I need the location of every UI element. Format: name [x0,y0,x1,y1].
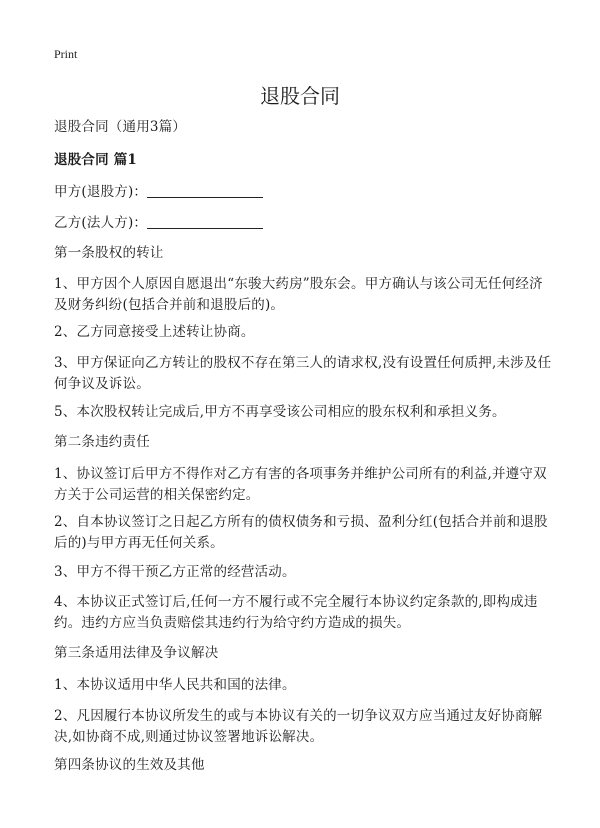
party-a-line [54,182,554,203]
party-a-label: 甲方(退股方)： [54,184,148,200]
article-2-clause-2: 2、自本协议签订之日起乙方所有的债权债务和亏损、盈利分红(包括合并前和退股后的)与甲方再无任何关系。 [54,514,548,551]
section-heading: 退股合同 篇1 [54,152,137,168]
print-link[interactable]: Print [54,47,78,61]
document-subtitle: 退股合同（通用3篇） [54,119,187,135]
party-b-blank [147,214,263,229]
article-2-heading: 第二条违约责任 [54,434,150,450]
document-title: 退股合同 [260,84,340,108]
article-3-heading: 第三条适用法律及争议解决 [54,645,219,661]
party-b-label: 乙方(法人方)： [54,215,148,231]
article-3-clause-2: 2、凡因履行本协议所发生的或与本协议有关的一切争议双方应当通过友好协商解决,如协商不成,则通过协议签署地诉讼解决。 [54,708,543,745]
party-b-line [54,213,554,234]
article-1-clause-3: 3、甲方保证向乙方转让的股权不存在第三人的请求权,没有设置任何质押,未涉及任何争议及诉讼。 [54,355,552,392]
article-1-clause-1: 1、甲方因个人原因自愿退出“东骏大药房”股东会。甲方确认与该公司无任何经济及财务纠纷(包括合并前和退股后的)。 [54,276,543,313]
article-1-clause-5: 5、本次股权转让完成后,甲方不再享受该公司相应的股东权利和承担义务。 [54,404,506,420]
article-4-heading: 第四条协议的生效及其他 [54,757,205,773]
article-2-clause-4: 4、本协议正式签订后,任何一方不履行或不完全履行本协议约定条款的,即构成违约。违约方应当负责赔偿其违约行为给守约方造成的损失。 [54,594,538,631]
article-2-clause-1: 1、协议签订后甲方不得作对乙方有害的各项事务并维护公司所有的利益,并遵守双方关于公司运营的相关保密约定。 [54,466,547,503]
party-a-blank [147,183,263,198]
article-3-clause-1: 1、本协议适用中华人民共和国的法律。 [54,677,296,693]
article-2-clause-3: 3、甲方不得干预乙方正常的经营活动。 [54,564,296,580]
article-1-clause-2: 2、乙方同意接受上述转让协商。 [54,324,255,340]
article-1-heading: 第一条股权的转让 [54,245,164,261]
